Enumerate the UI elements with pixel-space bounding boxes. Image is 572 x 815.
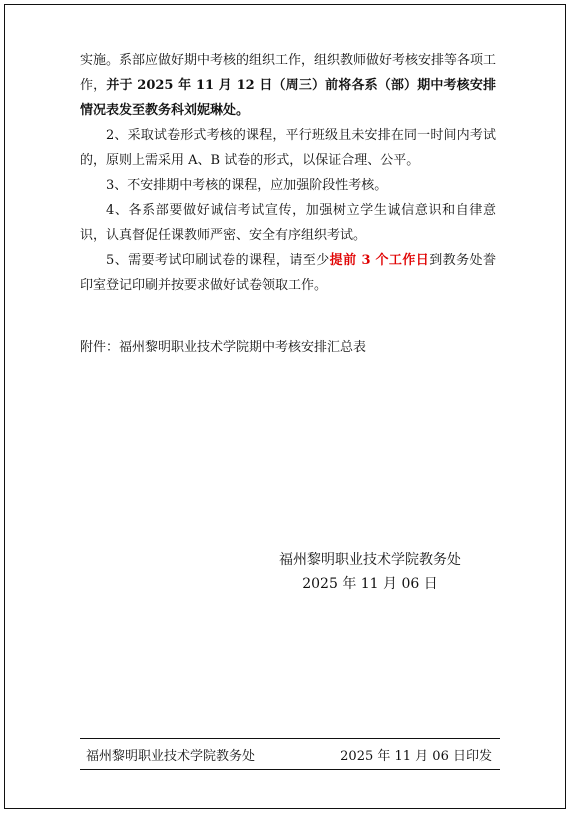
paragraph-1-text: 实施。系部应做好期中考核的组织工作，组织教师做好考核安排等各项工作， [80, 53, 497, 93]
document-body [80, 48, 496, 298]
paragraph-5-highlight: 提前 3 个工作日 [329, 253, 430, 268]
paragraph-4: 4、各系部要做好诚信考试宣传，加强树立学生诚信意识和自律意识，认真督促任课教师严密、安全有序组织考试。 [80, 203, 496, 243]
paragraph-5 [80, 248, 496, 298]
footer-bar [80, 738, 500, 770]
footer-date: 2025 年 11 月 06 日印发 [340, 749, 492, 764]
footer-org: 福州黎明职业技术学院教务处 [86, 749, 256, 764]
signature-date: 2025 年 11 月 06 日 [302, 576, 438, 592]
paragraph-1-deadline: 并于 2025 年 11 月 12 日（周三）前将各系（部）期中考核安排情况表发至教务科刘妮琳处。 [80, 78, 496, 118]
paragraph-5-tail: 到教务处誊印室登记印刷并按要求做好试卷领取工作。 [80, 253, 496, 293]
signature-block [250, 548, 490, 596]
paragraph-3: 3、不安排期中考核的课程，应加强阶段性考核。 [106, 178, 388, 193]
signature-org: 福州黎明职业技术学院教务处 [279, 552, 461, 568]
attachment-line: 附件：福州黎明职业技术学院期中考核安排汇总表 [80, 340, 367, 355]
paragraph-1 [80, 48, 496, 123]
paragraph-2: 2、采取试卷形式考核的课程，平行班级且未安排在同一时间内考试的，原则上需采用 A、B 试卷的形式，以保证合理、公平。 [80, 128, 496, 168]
paragraph-5-text: 5、需要考试印刷试卷的课程，请至少 [106, 253, 330, 268]
